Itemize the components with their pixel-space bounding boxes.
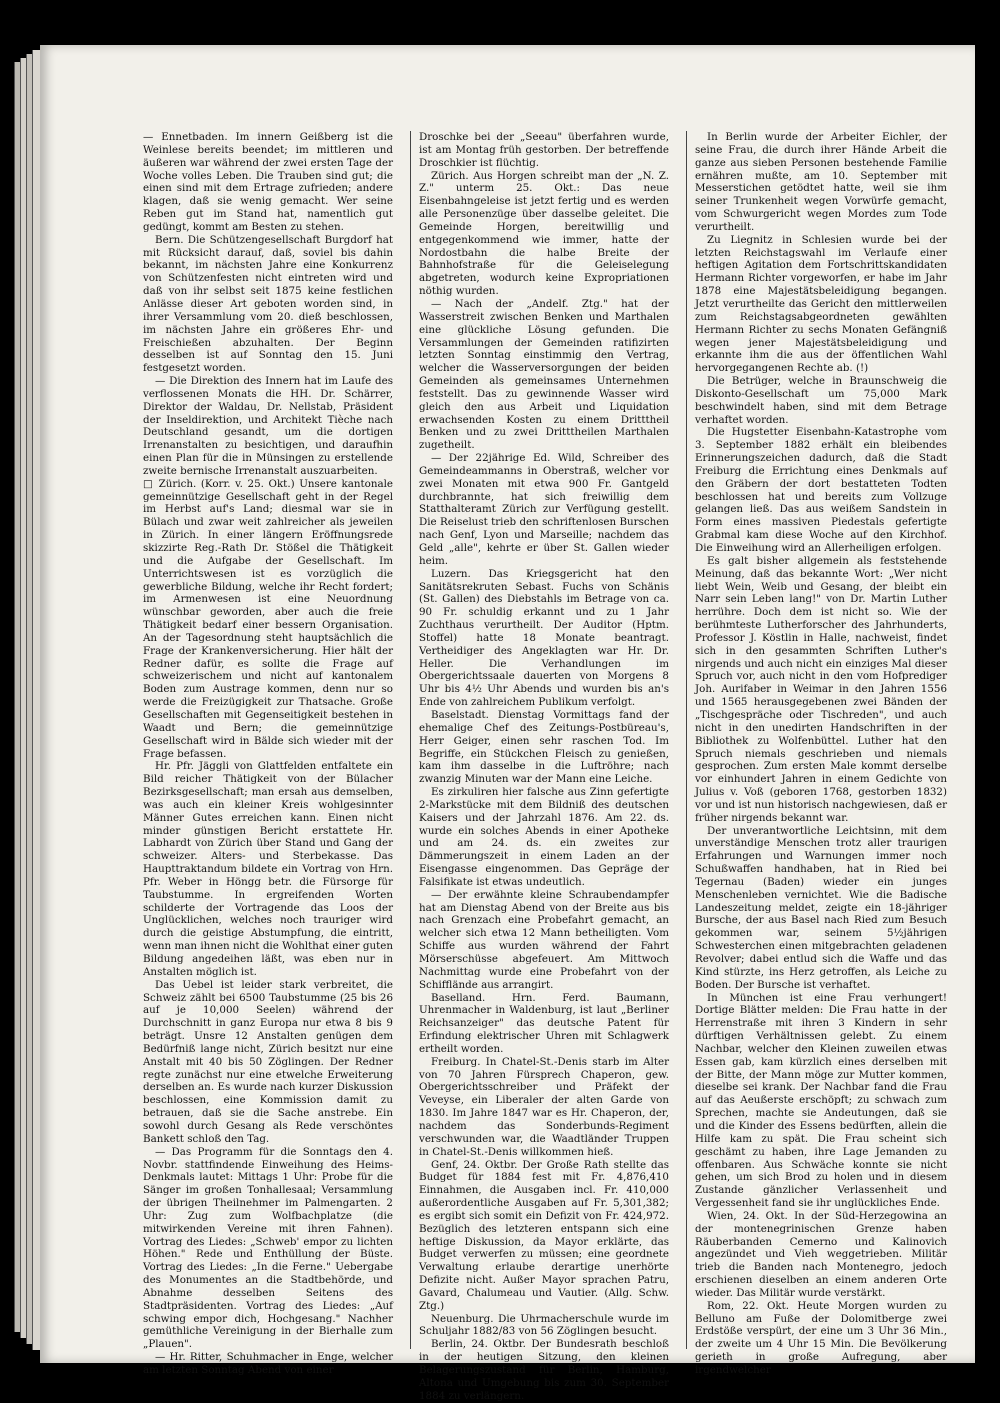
article-liegnitz: Zu Liegnitz in Schlesien wurde bei der letzten Reichstagswahl im Verlaufe einer heftigen Agitation dem Fortschrittskandidaten Hermann Richter vorgeworfen, er habe im Jahr 1878 eine Majestätsbeleidigung begangen. Jetzt verurtheilte das Gericht den mittlerweilen zum Reichstagsabgeordneten gewählten Hermann Richter zu sechs Monaten Gefängniß wegen jener Majestätsbeleidigung und erkannte ihm die aus der öffentlichen Wahl hervorgegangenen Rechte ab. (!): [695, 233, 947, 375]
article-wild: — Der 22jährige Ed. Wild, Schreiber des Gemeindeammanns in Oberstraß, welcher vor zwei Monaten mit etwa 900 Fr. Gantgeld durchbrannte, hat sich freiwillig dem Statthalteramt Zürich zur Verfügung gestellt. Die Reiselust trieb den schriftenlosen Burschen nach Genf, Lyon und Marseille; nachdem das Geld „alle", kehrte er über St. Gallen wieder heim.: [419, 452, 669, 567]
article-rom: Rom, 22. Okt. Heute Morgen wurden zu Belluno am Fuße der Dolomitberge zwei Erdstöße verspürt, der eine um 3 Uhr 36 Min., der zweite um 4 Uhr 15 Min. Die Bevölkerung gerieth in große Aufregung, aber irgendwelcher: [695, 1299, 947, 1376]
article-braunschweig: Die Betrüger, welche in Braunschweig die Diskonto-Gesellschaft um 75,000 Mark beschwindelt haben, sind mit dem Betrage verhaftet worden.: [695, 375, 947, 426]
newspaper-page: [40, 45, 975, 1402]
column-2: [419, 131, 669, 1403]
article-ried: Der unverantwortliche Leichtsinn, mit dem unverständige Menschen trotz aller traurigen Erfahrungen und Warnungen immer noch Schußwaffen handhaben, hat in Ried bei Tegernau (Baden) wieder ein junges Menschenleben vernichtet. Wie die Badische Landeszeitung meldet, zeigte ein 18-jähriger Bursche, der aus Basel nach Ried zum Besuch gekommen war, seinem 5½jährigen Schwesterchen einen mitgebrachten geladenen Revolver; dabei entlud sich die Waffe und das Kind stürzte, ins Herz getroffen, als Leiche zu Boden. Der Bursche ist verhaftet.: [695, 824, 947, 991]
article-berlin-eichler: In Berlin wurde der Arbeiter Eichler, der seine Frau, die durch ihrer Hände Arbeit die ganze aus sieben Personen bestehende Familie ernähren mußte, am 10. September mit Messerstichen getödtet hatte, weil sie ihm seiner Trunkenheit wegen Vorwürfe gemacht, vom Schwurgericht wegen Mordes zum Tode verurtheilt.: [695, 131, 947, 233]
article-ritter: — Hr. Ritter, Schuhmacher in Enge, welcher am letzten Sonntag Abend von einer: [143, 1351, 393, 1376]
article-wien: Wien, 24. Okt. In der Süd-Herzegowina an der montenegrinischen Grenze haben Räuberbanden Cemerno und Kalinovich angezündet und Vieh weggetrieben. Militär trieb die Banden nach Montenegro, jedoch erschienen dieselben an einem anderen Orte wieder. Das Militär wurde verstärkt.: [695, 1209, 947, 1299]
article-genf: Genf, 24. Oktbr. Der Große Rath stellte das Budget für 1884 fest mit Fr. 4,876,410 Einnahmen, die Ausgaben incl. Fr. 410,000 außerordentliche Ausgaben auf Fr. 5,301,382; es ergibt sich somit ein Defizit von Fr. 424,972. Bezüglich des letzteren entspann sich eine heftige Diskussion, da Mayor erklärte, das Budget verwerfen zu müssen; eine geordnete Verwaltung erlaube derartige unerhörte Defizite nicht. Außer Mayor sprachen Patru, Gavard, Chalumeau und Vautier. (Allg. Schw. Ztg.): [419, 1158, 669, 1312]
article-baselstadt: Baselstadt. Dienstag Vormittags fand der ehemalige Chef des Zeitungs-Postbüreau's, Herr Geiger, einen sehr raschen Tod. Im Begriffe, ein Stückchen Fleisch zu genießen, kam ihm dasselbe in die Luftröhre; nach zwanzig Minuten war der Mann eine Leiche.: [419, 708, 669, 786]
article-heim-denkmal: — Das Programm für die Sonntags den 4. Novbr. stattfindende Einweihung des Heims-Denkmals lautet: Mittags 1 Uhr: Probe für die Sänger im großen Tonhallesaal; Versammlung der übrigen Theilnehmer im Palmengarten. 2 Uhr: Zug zum Wolfbachplatze (die mitwirkenden Vereine mit ihren Fahnen). Vortrag des Liedes: „Schweb' empor zu lichten Höhen." Rede und Enthüllung der Büste. Vortrag des Liedes: „In die Ferne." Uebergabe des Monumentes an die Stadtbehörde, und Abnahme desselben Seitens des Stadtpräsidenten. Vortrag des Liedes: „Auf schwing empor dich, Hochgesang." Nachher gemüthliche Vereinigung in der Bierhalle zum „Plauen".: [143, 1145, 393, 1351]
article-zuerich-taubstumme: Das Uebel ist leider stark verbreitet, die Schweiz zählt bei 6500 Taubstumme (25 bis 26 auf je 10,000 Seelen) während der Durchschnitt in ganz Europa nur etwa 8 bis 9 beträgt. Unsre 12 Anstalten genügen dem Bedürfniß lange nicht, Zürich besitzt nur eine Anstalt mit 40 bis 50 Zöglingen. Der Redner regte zunächst nur eine etwelche Erweiterung derselben an. Es wurde nach kurzer Diskussion beschlossen, eine Kommission damit zu betrauen, daß sie die Sache anstrebe. Ein sowohl durch Gesang als Rede verschöntes Bankett schloß den Tag.: [143, 978, 393, 1145]
article-luther-spruch: Es galt bisher allgemein als feststehende Meinung, daß das bekannte Wort: „Wer nicht liebt Wein, Weib und Gesang, der bleibt ein Narr sein Leben lang!" von Dr. Martin Luther herrühre. Doch dem ist nicht so. Wie der berühmteste Lutherforscher des Jahrhunderts, Professor J. Köstlin in Halle, nachweist, findet sich in den gesammten Schriften Luther's nirgends und auch nicht ein einziges Mal dieser Spruch vor, auch nicht in den vom Hofprediger Joh. Aurifaber in Weimar in den Jahren 1556 und 1565 herausgegebenen zwei Bänden der „Tischgespräche oder Tischreden", und auch nicht in den unedirten Handschriften in der Bibliothek zu Wolfenbüttel. Luther hat den Spruch niemals geschrieben und niemals gesprochen. Zum ersten Male kommt derselbe vor einhundert Jahren in einem Gedichte von Julius v. Voß (geboren 1768, gestorben 1832) vor und ist nun historisch nachgewiesen, daß er früher nirgends bekannt war.: [695, 554, 947, 824]
article-freiburg: Freiburg. In Chatel-St.-Denis starb im Alter von 70 Jahren Fürsprech Chaperon, gew. Obergerichtsschreiber und Präfekt der Veveyse, ein Liberaler der alten Garde von 1830. Im Jahre 1847 war es Hr. Chaperon, der, nachdem das Sonderbunds-Regiment verschwunden war, die Waadtländer Truppen in Chatel-St.-Denis willkommen hieß.: [419, 1055, 669, 1158]
article-droschke: Droschke bei der „Seeau" überfahren wurde, ist am Montag früh gestorben. Der betreffende Droschkier ist flüchtig.: [419, 131, 669, 169]
column-1: [143, 131, 393, 1377]
article-zuerich-jaeggli: Hr. Pfr. Jäggli von Glattfelden entfaltete ein Bild reicher Thätigkeit von der Bülacher Bezirksgesellschaft; man ersah aus demselben, was auch ein kleiner Kreis wohlgesinnter Männer Gutes erreichen kann. Einen nicht minder günstigen Bericht erstattete Hr. Labhardt von Zürich über Stand und Gang der schweizer. Alters- und Sterbekasse. Das Haupttraktandum bildete ein Vortrag von Hrn. Pfr. Weber in Höngg betr. die Fürsorge für Taubstumme. In ergreifenden Worten schilderte der Vortragende das Loos der Unglücklichen, welches noch trauriger wird durch die geistige Abstumpfung, die eintritt, wenn man ihnen nicht die Wohlthat einer guten Bildung angedeihen läßt, was eben nur in Anstalten möglich ist.: [143, 760, 393, 978]
article-muenchen: In München ist eine Frau verhungert! Dortige Blätter melden: Die Frau hatte in der Herrenstraße mit ihren 3 Kindern in sehr dürftigen Verhältnissen gelebt. Zu einem Nachbar, welcher den Kleinen zuweilen etwas Essen gab, kam kürzlich eines derselben mit der Bitte, der Mann möge zur Mutter kommen, dieselbe sei krank. Der Nachbar fand die Frau auf das Aeußerste erschöpft; zu schwach zum Sprechen, machte sie Andeutungen, daß sie und die Kinder des Essens bedürften, allein die Hilfe kam zu spät. Die Frau scheint sich geschämt zu haben, ihre Lage Jemanden zu offenbaren. Aus Schwäche konnte sie nicht gehen, um sich Brod zu holen und in diesem Zustande gänzlicher Verlassenheit und Vergessenheit fand sie ihr unglückliches Ende.: [695, 991, 947, 1210]
article-berlin-bundesrath: Berlin, 24. Oktbr. Der Bundesrath beschloß in der heutigen Sitzung, den kleinen Belagerungszustand für Berlin, Hamburg, Altona und Umgebung bis zum 30. September 1884 zu verlängern.: [419, 1338, 669, 1402]
article-bern: Bern. Die Schützengesellschaft Burgdorf hat mit Rücksicht darauf, daß, soviel bis dahin bekannt, im nächsten Jahre eine Konkurrenz von Schützenfesten nicht eintreten wird und daß von ihr selbst seit 1875 keine festlichen Anlässe dieser Art geboten worden sind, in ihrer Versammlung vom 20. dieß beschlossen, im nächsten Jahre ein größeres Ehr- und Freischießen abzuhalten. Der Beginn desselben ist auf Sonntag den 15. Juni festgesetzt worden.: [143, 233, 393, 375]
article-wasserstreit: — Nach der „Andelf. Ztg." hat der Wasserstreit zwischen Benken und Marthalen eine glückliche Lösung gefunden. Die Versammlungen der Gemeinden ratifizirten letzten Sonntag einstimmig den Vertrag, welcher die Wasserversorgungen der beiden Gemeinden als gemeinsames Unternehmen feststellt. Das zu gewinnende Wasser wird gleich den aus Arbeit und Liquidation erwachsenden Kosten zu einem Dritttheil Benken und zu zwei Dritttheilen Marthalen zugetheilt.: [419, 297, 669, 452]
article-baselland: Baselland. Hrn. Ferd. Baumann, Uhrenmacher in Waldenburg, ist laut „Berliner Reichsanzeiger" das deutsche Patent für Erfindung elektrischer Uhren mit Schlagwerk ertheilt worden.: [419, 991, 669, 1055]
article-luzern: Luzern. Das Kriegsgericht hat den Sanitätsrekruten Sebast. Fuchs von Schänis (St. Gallen) des Diebstahls im Betrage von ca. 90 Fr. schuldig erkannt und zu 1 Jahr Zuchthaus verurtheilt. Der Auditor (Hptm. Stoffel) hatte 18 Monate beantragt. Vertheidiger des Angeklagten war Hr. Dr. Heller. Die Verhandlungen im Obergerichtssaale dauerten von Morgens 8 Uhr bis 4½ Uhr Abends und wurden bis an's Ende von zahlreichem Publikum verfolgt.: [419, 567, 669, 709]
article-bern-direktion: — Die Direktion des Innern hat im Laufe des verflossenen Monats die HH. Dr. Schärrer, Direktor der Waldau, Dr. Nellstab, Präsident der Inseldirektion, und Architekt Tièche nach Deutschland gesandt, um die dortigen Irrenanstalten zu besichtigen, und daraufhin einen Plan für die in Münsingen zu erstellende zweite bernische Irrenanstalt auszuarbeiten.: [143, 375, 393, 477]
column-3: [695, 131, 947, 1377]
article-schraubendampfer: — Der erwähnte kleine Schraubendampfer hat am Dienstag Abend von der Breite aus bis nach Grenzach eine Probefahrt gemacht, an welcher sich etwa 12 Mann betheiligten. Vom Schiffe aus wurden während der Fahrt Mörserschüsse abgefeuert. Am Mittwoch Nachmittag wurde eine Probefahrt von der Schifflände aus arrangirt.: [419, 888, 669, 991]
column-divider: [410, 131, 411, 1349]
article-ennetbaden: — Ennetbaden. Im innern Geißberg ist die Weinlese bereits beendet; im mittleren und äußeren war während der zwei ersten Tage der Woche volles Leben. Die Trauben sind gut; die einen sind mit dem Ertrage zufrieden; andere klagen, daß sie wenig gemacht. Wer seine Reben gut im Stand hat, namentlich gut gedüngt, kommt am Besten zu stehen.: [143, 131, 393, 233]
column-divider: [686, 131, 687, 1349]
article-falschgeld: Es zirkuliren hier falsche aus Zinn gefertigte 2-Markstücke mit dem Bildniß des deutschen Kaisers und der Jahrzahl 1876. Am 22. ds. wurde ein solches Abends in einer Apotheke und am 24. ds. ein zweites zur Dämmerungszeit in einem Laden an der Eisengasse eingenommen. Das Gepräge der Falsifikate ist etwas undeutlich.: [419, 786, 669, 888]
article-hugstetter: Die Hugstetter Eisenbahn-Katastrophe vom 3. September 1882 erhält ein bleibendes Erinnerungszeichen dadurch, daß die Stadt Freiburg die Errichtung eines Denkmals auf den Gräbern der dort bestatteten Todten beschlossen hat und bereits zum Vollzuge gelangen ließ. Das aus weißem Sandstein in Form eines massiven Piedestals gefertigte Grabmal kam diese Woche auf den Kirchhof. Die Einweihung wird an Allerheiligen erfolgen.: [695, 426, 947, 554]
article-neuenburg: Neuenburg. Die Uhrmacherschule wurde im Schuljahr 1882/83 von 56 Zöglingen besucht.: [419, 1312, 669, 1338]
article-horgen: Zürich. Aus Horgen schreibt man der „N. Z. Z." unterm 25. Okt.: Das neue Eisenbahngeleise ist jetzt fertig und es werden alle Personenzüge über dasselbe geleitet. Die Gemeinde Horgen, bereitwillig und entgegenkommend wie immer, hatte der Nordostbahn die halbe Breite der Bahnhofstraße für die Geleiselegung abgetreten, wodurch keine Expropriationen nöthig wurden.: [419, 169, 669, 298]
article-zuerich-gemeinnuetzige: □ Zürich. (Korr. v. 25. Okt.) Unsere kantonale gemeinnützige Gesellschaft geht in der Regel im Herbst auf's Land; diesmal war sie in Bülach und zwar weit zahlreicher als jeweilen in Zürich. In einer längern Eröffnungsrede skizzirte Reg.-Rath Dr. Stößel die Thätigkeit und die Aufgabe der Gesellschaft. Im Unterrichtswesen ist es vorzüglich die gewerbliche Bildung, welche ihr Recht fordert; im Armenwesen ist eine Neuordnung wünschbar geworden, aber auch die freie Thätigkeit bedarf einer bessern Organisation. An der Tagesordnung steht hauptsächlich die Frage der Krankenversicherung. Hier hält der Redner dafür, es sollte die Frage auf schweizerischem und nicht auf kantonalem Boden zum Austrage kommen, denn nur so werde die Freizügigkeit zur Thatsache. Große Gesellschaften mit Gegenseitigkeit bestehen in Waadt und Bern; die gemeinnützige Gesellschaft wird in Bälde sich wieder mit der Frage befassen.: [143, 477, 393, 760]
